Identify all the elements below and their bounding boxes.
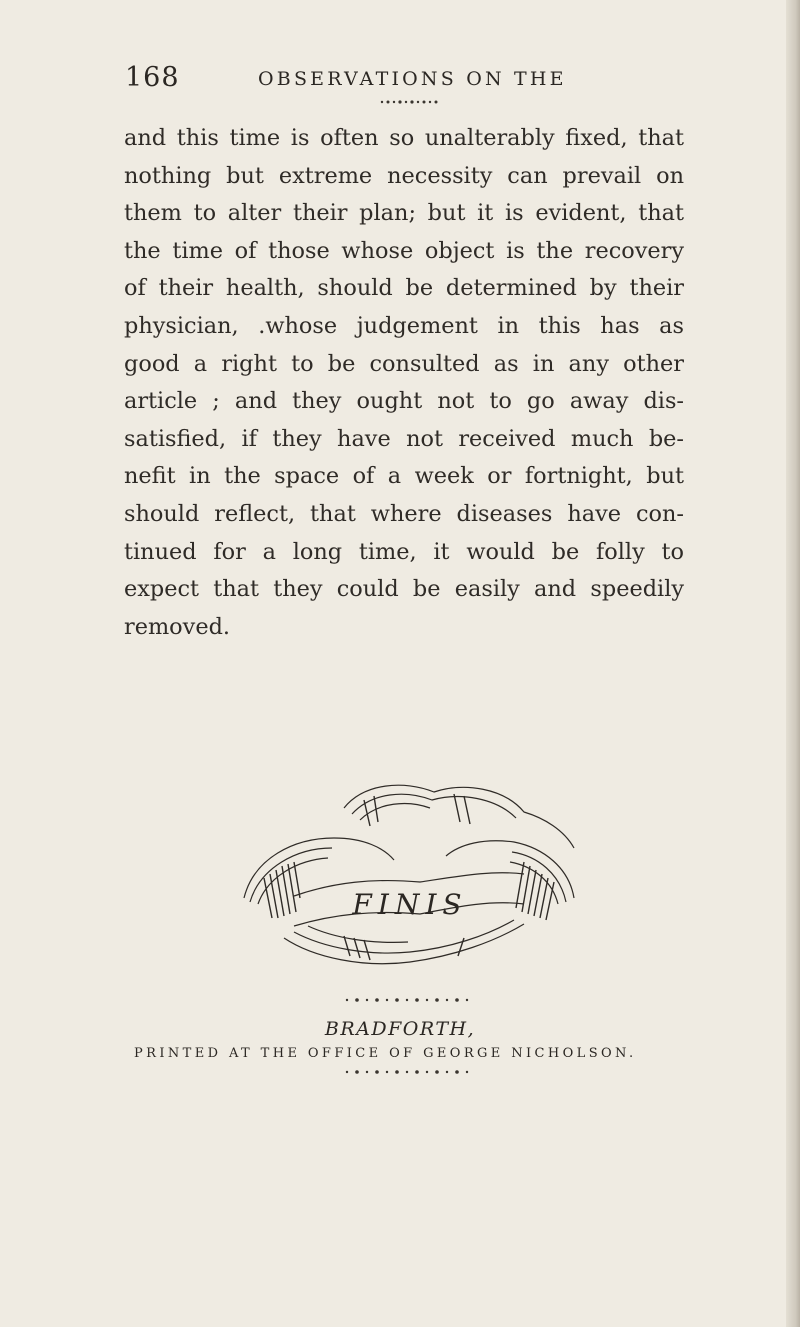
finis-text: FINIS — [352, 888, 468, 921]
ornamental-rule — [341, 996, 477, 1004]
text-line: good a right to be consulted as in any other — [124, 350, 684, 377]
text-line: of their health, should be determined by their — [124, 275, 684, 302]
body-text — [124, 120, 684, 646]
text-line: physician, .whose judgement in this has as — [124, 312, 684, 339]
text-line: article ; and they ought not to go away dis- — [124, 388, 684, 415]
running-head: OBSERVATIONS ON THE — [258, 68, 567, 90]
text-line: tinued for a long time, it would be folly to — [124, 538, 684, 565]
text-line: should reflect, that where diseases have con- — [124, 500, 684, 527]
text-line: nothing but extreme necessity can prevail on — [124, 162, 684, 189]
text-line: the time of those whose object is the recovery — [124, 237, 684, 264]
text-line: satisfied, if they have not received much be- — [124, 425, 684, 452]
text-line: nefit in the space of a week or fortnight, but — [124, 463, 684, 490]
ornamental-rule — [341, 1068, 477, 1076]
imprint-place: BRADFORTH, — [324, 1018, 476, 1040]
page-edge — [786, 0, 800, 1327]
imprint-printer: PRINTED AT THE OFFICE OF GEORGE NICHOLSON. — [134, 1046, 637, 1061]
text-line: and this time is often so unalterably fixed, that — [124, 125, 684, 151]
text-line: them to alter their plan; but it is evident, that — [124, 200, 684, 227]
page-number: 168 — [125, 62, 180, 93]
text-line: removed. — [124, 613, 231, 640]
ornamental-rule — [378, 99, 442, 105]
finis-vignette — [224, 778, 596, 974]
text-line: expect that they could be easily and speedily — [124, 576, 684, 603]
